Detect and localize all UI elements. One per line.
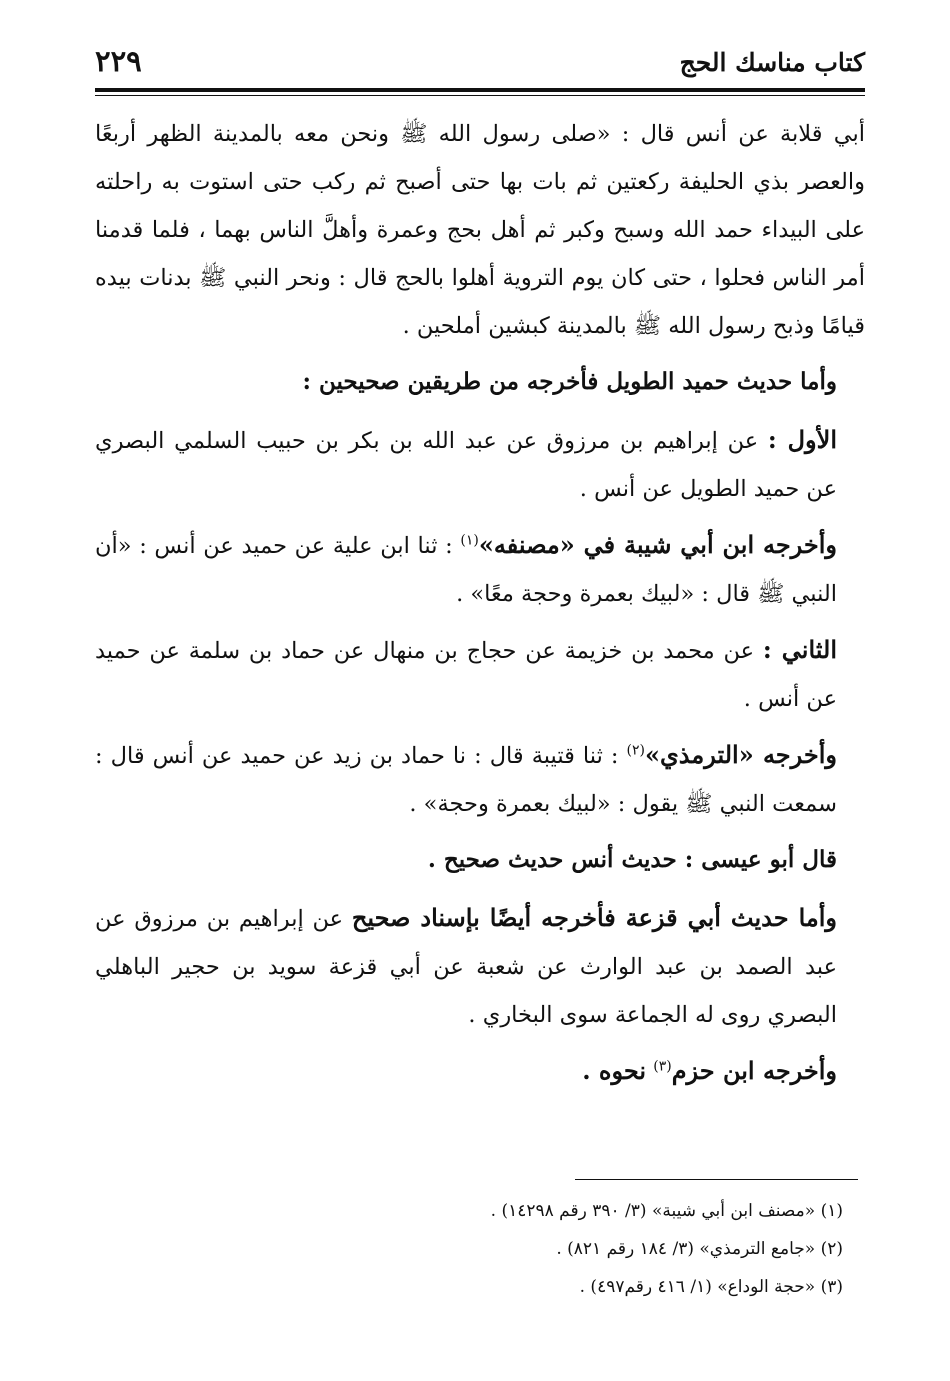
paragraph-text: : ثنا قتيبة قال : نا حماد بن زيد عن حميد عن أنس قال : سمعت النبي ﷺ يقول : «لبيك بعمرة وحجة» . bbox=[95, 743, 837, 817]
heading-text: وأما حديث حميد الطويل فأخرجه من طريقين صحيحين : bbox=[302, 368, 837, 395]
paragraph-continuation bbox=[95, 110, 865, 350]
paragraph-first-chain bbox=[95, 416, 865, 513]
paragraph-abu-qaza bbox=[95, 894, 865, 1039]
footnote-item: (٢) «جامع الترمذي» (٣/ ١٨٤ رقم ٨٢١) . bbox=[556, 1239, 843, 1259]
paragraph-lead: وأخرجه «الترمذي» bbox=[644, 740, 837, 769]
paragraph-text: عن إبراهيم بن مرزوق عن عبد الله بن بكر بن حبيب السلمي البصري عن حميد الطويل عن أنس . bbox=[95, 428, 837, 502]
paragraph-text: عن إبراهيم بن مرزوق عن عبد الصمد بن عبد الوارث عن شعبة عن أبي قزعة سويد بن حجير الباهلي البصري روى له الجماعة سوى البخاري . bbox=[95, 906, 837, 1028]
paragraph-text: عن محمد بن خزيمة عن حجاج بن منهال عن حماد بن سلمة عن حميد عن أنس . bbox=[95, 638, 837, 712]
footnote-ref: (٢) bbox=[626, 742, 645, 759]
main-text bbox=[95, 110, 865, 1104]
paragraph-lead: وأخرجه ابن أبي شيبة في «مصنفه» bbox=[478, 530, 838, 559]
paragraph-lead-after: نحوه . bbox=[582, 1056, 647, 1085]
page-number: ٢٢٩ bbox=[95, 44, 142, 78]
footnote-separator bbox=[575, 1179, 858, 1180]
paragraph-text: : ثنا ابن علية عن حميد عن أنس : «أن النبي ﷺ قال : «لبيك بعمرة وحجة معًا» . bbox=[95, 533, 837, 607]
paragraph-ibn-abi-shayba bbox=[95, 521, 865, 618]
page-header bbox=[95, 40, 865, 92]
footnote-ref: (١) bbox=[460, 532, 479, 549]
footnote-ref: (٣) bbox=[653, 1058, 672, 1075]
footnotes bbox=[88, 1192, 858, 1306]
paragraph-lead: الأول : bbox=[767, 425, 837, 454]
abu-isa-ruling bbox=[95, 836, 865, 884]
paragraph-lead: وأما حديث أبي قزعة فأخرجه أيضًا بإسناد صحيح bbox=[351, 903, 837, 932]
paragraph-ibn-hazm bbox=[95, 1047, 865, 1096]
footnote-item: (٣) «حجة الوداع» (١/ ٤١٦ رقم٤٩٧) . bbox=[579, 1277, 843, 1297]
running-title: كتاب مناسك الحج bbox=[679, 48, 865, 77]
paragraph-lead: الثاني : bbox=[762, 635, 837, 664]
heading-text: قال أبو عيسى : حديث أنس حديث صحيح . bbox=[427, 846, 837, 873]
footnote-item: (١) «مصنف ابن أبي شيبة» (٣/ ٣٩٠ رقم ١٤٢٩٨) . bbox=[490, 1201, 843, 1221]
paragraph-second-chain bbox=[95, 626, 865, 723]
paragraph-text: أبي قلابة عن أنس قال : «صلى رسول الله ﷺ ونحن معه بالمدينة الظهر أربعًا والعصر بذي الحليفة ركعتين ثم بات بها حتى أصبح ثم ركب حتى استوت به راحلته على البيداء حمد الله وسبح وكبر ثم أهل بحج وعمرة وأهلَّ الناس بهما ، فلما قدمنا أمر الناس فحلوا ، حتى كان يوم التروية أهلوا بالحج قال : ونحر النبي ﷺ بدنات بيده قيامًا وذبح رسول الله ﷺ بالمدينة كبشين أملحين . bbox=[95, 121, 865, 339]
header-rule-thin bbox=[95, 95, 865, 96]
header-rule-thick bbox=[95, 88, 865, 92]
paragraph-tirmidhi bbox=[95, 731, 865, 828]
paragraph-lead: وأخرجه ابن حزم bbox=[671, 1056, 837, 1085]
section-heading bbox=[95, 358, 865, 406]
